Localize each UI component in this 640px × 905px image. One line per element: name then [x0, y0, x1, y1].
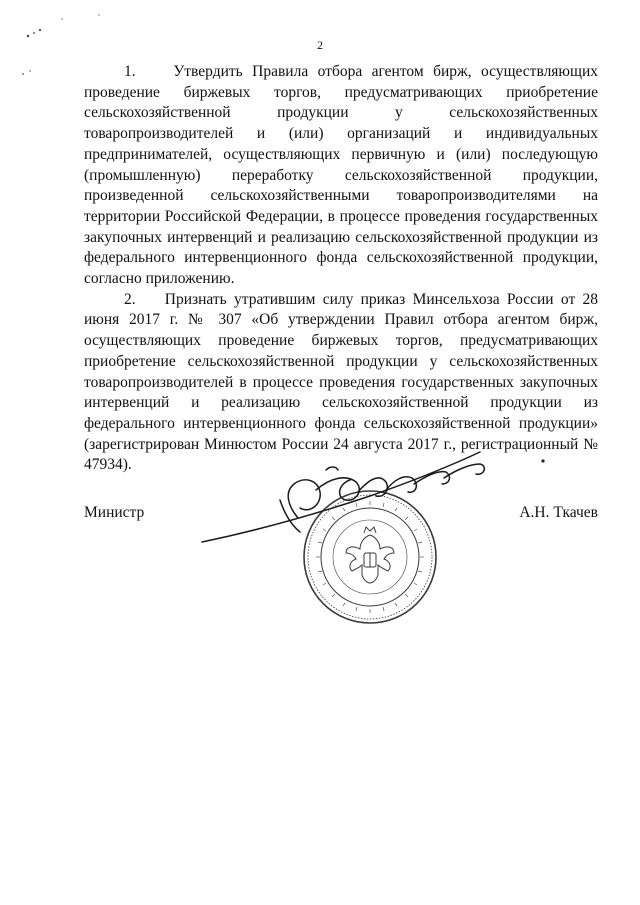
paragraph-1: 1. Утвердить Правила отбора агентом бирж, осуществляющих проведение биржевых торгов, предусматривающих приобретение сельскохозяйственной продукции у сельскохозяйственных товаропроизводителей и (или) организаций и индивидуальных предпринимателей, осуществляющих первичную и (или) последующую (промышленную) переработку сельскохозяйственной продукции, произведенной сельскохозяйственными товаропроизводителями на территории Российской Федерации, в процессе проведения государственных закупочных интервенций и реализацию сельскохозяйственной продукции из федерального интервенционного фонда сельскохозяйственной продукции, согласно приложению. — [84, 63, 598, 288]
page-number: 2 — [317, 38, 323, 52]
signatory-name: А.Н. Ткачев — [519, 504, 598, 521]
body-text — [84, 62, 598, 476]
signatory-title: Министр — [84, 504, 145, 521]
handwritten-signature — [180, 440, 500, 550]
paragraph-2: 2. Признать утратившим силу приказ Минсельхоза России от 28 июня 2017 г. № 307 «Об утверждении Правил отбора агентом бирж, осуществляющих проведение биржевых торгов, предусматривающих приобретение сельскохозяйственной продукции у сельскохозяйственных товаропроизводителей в процессе проведения государственных закупочных интервенций и реализацию сельскохозяйственной продукции из федерального интервенционного фонда сельскохозяйственной продукции» (зарегистрирован Минюстом России 24 августа 2017 г., регистрационный № 47934). — [84, 290, 598, 474]
